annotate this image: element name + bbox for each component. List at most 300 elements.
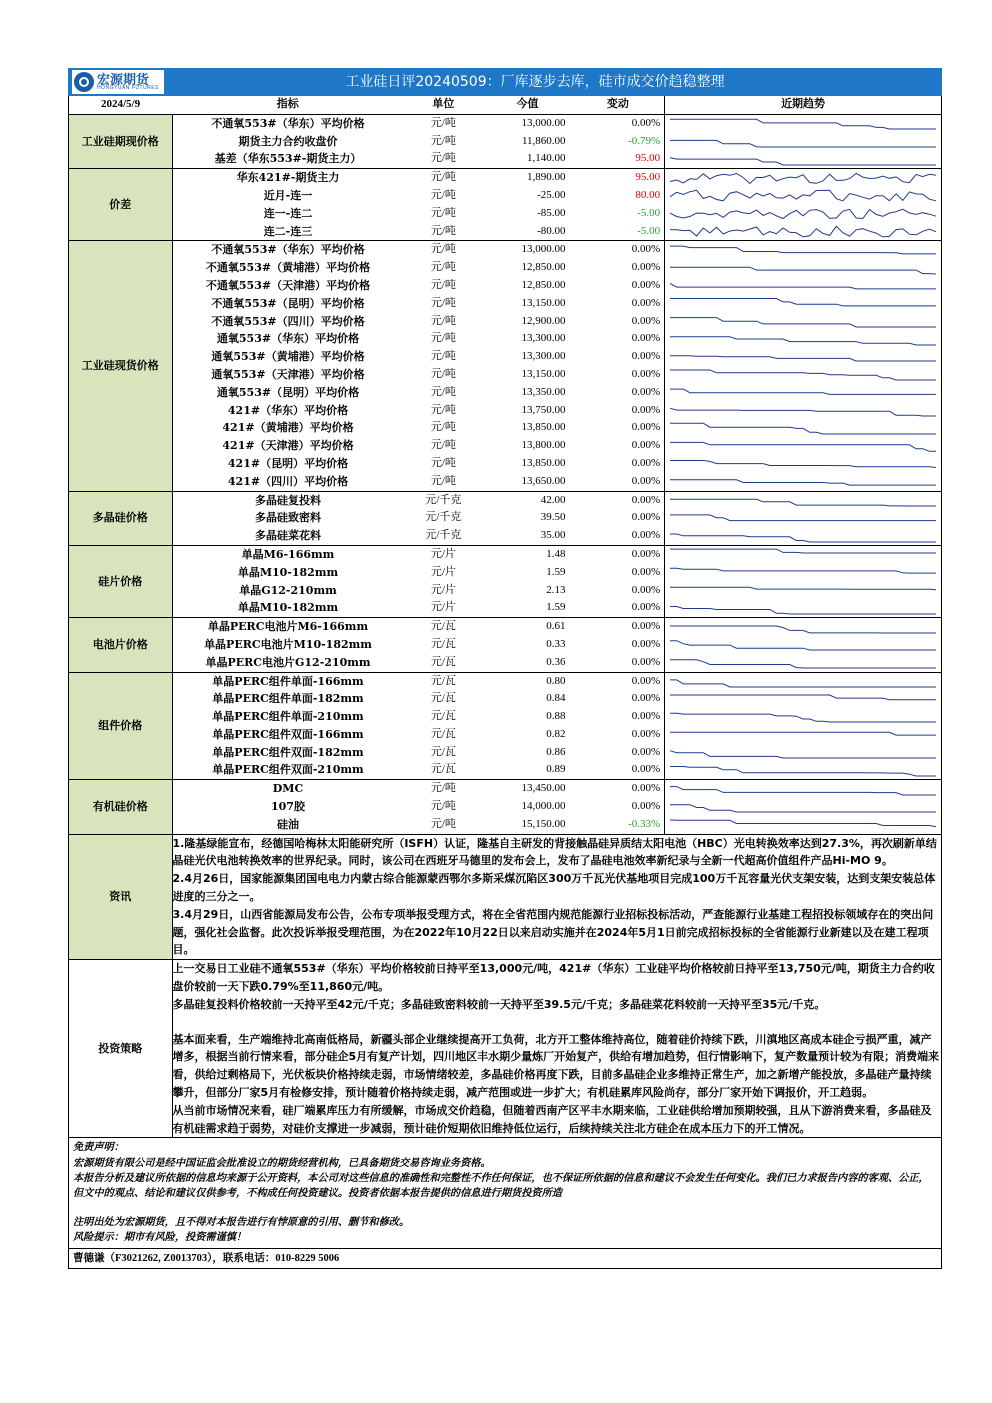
sparkline-line [670,226,936,237]
disclaimer-line: 注明出处为宏源期货，且不得对本报告进行有悖原意的引用、删节和修改。 [73,1216,410,1229]
sparkline-svg [665,726,941,743]
indicator-change: 0.00% [631,243,661,256]
trend-sparkline [665,816,941,834]
disclaimer [69,1138,941,1248]
indicator-unit: 元/吨 [403,223,483,241]
indicator-name: 不通氧553#（黄埔港）平均价格 [205,261,371,275]
table-row [69,509,941,527]
trend-sparkline [665,564,941,582]
sparkline-svg [665,170,941,187]
news-item: 3.4月29日，山西省能源局发布公告，公布专项举报受理方式，将在全省范围内规范能源行业招标投标活动，严查能源行业基建工程招投标领域存在的突出问题，强化社会监督。此次投诉举报受理范围，为在2022年10月22日以来启动实施并在2024年5月1日前完成招标投标的全省能源行业新建以及在建工程项目。 [172,907,934,957]
sparkline-svg [665,781,941,798]
table-row [69,761,941,779]
table-row [69,313,941,331]
trend-sparkline [665,527,941,545]
sparkline-line [670,389,936,394]
table-row [69,816,941,834]
indicator-change: 0.00% [572,473,665,491]
indicator-unit: 元/吨 [430,439,456,452]
indicator-value: 14,000.00 [521,800,566,813]
indicator-unit: 元/千克 [425,511,462,524]
indicator-name: 421#（黄埔港）平均价格 [222,421,354,435]
sparkline-svg [665,600,941,617]
table-row [69,491,941,509]
strategy-content [172,960,941,1138]
sparkline-line [670,805,936,812]
trend-sparkline [665,744,941,762]
indicator-table [69,96,941,835]
indicator-name: 通氧553#（昆明）平均价格 [216,385,360,399]
analyst-contact: 曹德谦（F3021262, Z0013703），联系电话：010-8229 5006 [73,1252,340,1264]
indicator-value: 0.33 [546,637,566,650]
indicator-value: 13,300.00 [521,350,566,363]
trend-sparkline [665,169,941,187]
indicator-name: 单晶PERC组件单面-166mm [212,674,364,688]
indicator-unit: 元/吨 [430,314,456,327]
indicator-name: 107胶 [271,800,305,814]
sparkline-svg [665,798,941,815]
sparkline-svg [665,313,941,330]
trend-sparkline [665,366,941,384]
indicator-value: 0.89 [483,761,571,779]
sparkline-svg [665,654,941,671]
indicator-value: 42.00 [540,493,566,506]
sparkline-line [670,606,936,614]
indicator-name: 单晶PERC组件单面-182mm [212,692,364,706]
indicator-change: 0.00% [631,674,661,687]
trend-sparkline [665,384,941,402]
trend-sparkline [665,491,941,509]
indicator-change: 0.00% [572,761,665,779]
indicator-name: 期货主力合约收盘价 [238,134,338,148]
sparkline-svg [665,331,941,348]
trend-sparkline [665,509,941,527]
indicator-change: 0.00% [631,511,661,524]
indicator-unit: 元/吨 [430,243,456,256]
group-label: 有机硅价格 [69,780,172,834]
indicator-change: -0.33% [572,816,665,834]
sparkline-svg [665,402,941,419]
sparkline-svg [665,384,941,401]
news-section [69,835,941,961]
sparkline-svg [665,277,941,294]
indicator-name: 421#（天津港）平均价格 [222,439,354,453]
indicator-name: 通氧553#（华东）平均价格 [216,332,360,346]
trend-sparkline [665,599,941,617]
group-label: 工业硅期现价格 [69,114,172,168]
indicator-value: 0.80 [546,674,566,687]
indicator-unit: 元/吨 [430,171,456,184]
table-row [69,636,941,654]
trend-sparkline [665,672,941,690]
sparkline-line [670,568,936,573]
indicator-unit: 元/吨 [430,350,456,363]
indicator-change: 0.00% [631,547,661,560]
indicator-unit: 元/瓦 [403,761,483,779]
sparkline-line [670,515,936,521]
table-row [69,545,941,563]
sparkline-line [670,442,936,451]
indicator-unit: 元/吨 [430,385,456,398]
indicator-unit: 元/吨 [430,261,456,274]
indicator-unit: 元/瓦 [430,745,456,758]
trend-sparkline [665,690,941,708]
indicator-name: 多晶硅菜花料 [172,527,403,545]
table-row [69,437,941,455]
table-row [69,402,941,420]
table-row [69,780,941,798]
indicator-change: 0.00% [631,385,661,398]
indicator-unit: 元/吨 [403,150,483,168]
indicator-change: 95.00 [635,171,661,184]
indicator-value: 35.00 [483,527,571,545]
table-row [69,654,941,672]
indicator-unit: 元/吨 [430,278,456,291]
sparkline-line [670,370,936,380]
sparkline-svg [665,582,941,599]
trend-sparkline [665,618,941,636]
trend-sparkline [665,419,941,437]
sparkline-line [670,641,936,650]
table-row [69,690,941,708]
sparkline-svg [665,223,941,240]
indicator-unit: 元/瓦 [430,727,456,740]
indicator-value: 11,860.00 [521,134,566,147]
sparkline-line [670,173,936,183]
sparkline-svg [665,691,941,708]
sparkline-svg [665,242,941,259]
indicator-unit: 元/吨 [430,134,456,147]
indicator-value: -80.00 [483,223,571,241]
logo-en-text: HONGYUAN FUTURES [97,85,159,91]
indicator-unit: 元/吨 [430,421,456,434]
indicator-name: 近月-连一 [263,188,313,202]
indicator-unit: 元/瓦 [430,710,456,723]
indicator-value: 0.86 [546,745,566,758]
trend-sparkline [665,187,941,205]
group-label: 价差 [69,169,172,241]
sparkline-svg [665,349,941,366]
sparkline-line [670,480,936,485]
indicator-unit: 元/片 [430,583,456,596]
strategy-paragraph: 上一交易日工业硅不通氧553#（华东）平均价格较前日持平至13,000元/吨，421#（华东）工业硅平均价格较前日持平至13,750元/吨，期货主力合约收盘价较前一天下跌0.79%至11,860元/吨。 [172,962,935,994]
table-row [69,187,941,205]
indicator-change: 0.00% [631,565,661,578]
indicator-name: 多晶硅致密料 [254,511,321,525]
table-row [69,726,941,744]
indicator-value: 13,850.00 [521,421,566,434]
indicator-name: 单晶M6-166mm [241,547,335,561]
indicator-unit: 元/瓦 [430,674,456,687]
indicator-change: 0.00% [631,403,661,416]
sparkline-line [670,284,936,290]
trend-sparkline [665,582,941,600]
sparkline-svg [665,260,941,277]
sparkline-line [670,695,936,700]
indicator-name: 单晶PERC组件单面-210mm [212,710,364,724]
sparkline-svg [665,619,941,636]
trend-sparkline [665,348,941,366]
sparkline-line [670,499,936,506]
table-row [69,384,941,402]
indicator-change: -0.79% [628,134,661,147]
indicator-change: 0.00% [631,620,661,633]
sparkline-svg [665,708,941,725]
trend-sparkline [665,437,941,455]
logo-cn-text: 宏源期货 [97,72,150,87]
indicator-change: 0.00% [631,493,661,506]
indicator-unit: 元/吨 [430,332,456,345]
trend-sparkline [665,780,941,798]
risk-warning: 风险提示：期市有风险，投资需谨慎！ [73,1231,247,1244]
sparkline-line [670,423,936,434]
disclaimer-heading: 免责声明： [73,1141,124,1154]
col-indicator: 指标 [172,96,403,114]
trend-sparkline [665,277,941,295]
table-row [69,419,941,437]
indicator-change: 0.00% [631,350,661,363]
indicator-value: 1,890.00 [527,171,566,184]
indicator-unit: 元/千克 [403,527,483,545]
indicator-change: 0.00% [572,654,665,672]
indicator-name: 不通氧553#（昆明）平均价格 [211,296,365,310]
group-label: 硅片价格 [69,545,172,617]
table-row [69,798,941,816]
indicator-unit: 元/吨 [430,403,456,416]
table-row [69,455,941,473]
table-row [69,133,941,151]
indicator-change: 0.00% [631,727,661,740]
indicator-name: 不通氧553#（四川）平均价格 [211,314,365,328]
trend-sparkline [665,313,941,331]
indicator-value: 13,150.00 [521,367,566,380]
indicator-name: 不通氧553#（华东）平均价格 [211,243,365,257]
indicator-value: 13,750.00 [521,403,566,416]
sparkline-line [670,660,936,668]
sparkline-line [670,751,936,758]
indicator-name: 单晶G12-210mm [239,583,337,597]
indicator-name: 不通氧553#（天津港）平均价格 [205,278,371,292]
trend-sparkline [665,295,941,313]
indicator-value: -25.00 [537,188,566,201]
disclaimer-line: 本报告分析及建议所依据的信息均来源于公开资料，本公司对这些信息的准确性和完整性不作任何保证，也不保证所依据的信息和建议不会发生任何变化。我们已力求报告内容的客观、公正，但文中的观点、结论和建议仅供参考，不构成任何投资建议。投资者依据本报告提供的信息进行期货投资所造 [73,1171,929,1200]
trend-sparkline [665,708,941,726]
trend-sparkline [665,473,941,491]
group-label: 组件价格 [69,672,172,780]
indicator-value: 12,850.00 [521,261,566,274]
indicator-unit: 元/片 [430,547,456,560]
sparkline-svg [665,420,941,437]
trend-sparkline [665,259,941,277]
indicator-value: 15,150.00 [483,816,571,834]
indicator-change: 0.00% [572,527,665,545]
trend-sparkline [665,330,941,348]
strategy-section [69,960,941,1138]
indicator-value: 13,850.00 [521,456,566,469]
strategy-label: 投资策略 [69,960,172,1138]
indicator-value: 0.36 [483,654,571,672]
trend-sparkline [665,726,941,744]
sparkline-svg [665,546,941,563]
trend-sparkline [665,798,941,816]
report-body [68,96,942,1269]
indicator-unit: 元/吨 [430,782,456,795]
sparkline-svg [665,205,941,222]
sparkline-line [670,786,936,794]
indicator-change: 0.00% [572,599,665,617]
sparkline-svg [665,473,941,490]
indicator-name: 通氧553#（黄埔港）平均价格 [211,350,365,364]
indicator-value: 0.88 [546,710,566,723]
report-page [68,68,942,1269]
indicator-change: 0.00% [631,710,661,723]
indicator-name: 多晶硅复投料 [254,493,321,507]
sparkline-line [670,267,936,274]
indicator-change: 0.00% [631,692,661,705]
indicator-value: 13,150.00 [521,296,566,309]
sparkline-line [670,587,936,590]
indicator-unit: 元/吨 [430,188,456,201]
table-row [69,114,941,132]
indicator-change: 0.00% [631,261,661,274]
indicator-name: 单晶M10-182mm [237,565,339,579]
indicator-name: 连二-连三 [172,223,403,241]
indicator-value: 13,000.00 [521,243,566,256]
table-row [69,277,941,295]
indicator-name: 421#（昆明）平均价格 [227,456,349,470]
indicator-change: 0.00% [631,800,661,813]
indicator-change: 0.00% [631,367,661,380]
group-label: 工业硅现货价格 [69,241,172,491]
report-banner [68,68,942,96]
disclaimer-line: 宏源期货有限公司是经中国证监会批准设立的期货经营机构，已具备期货交易咨询业务资格。 [73,1156,491,1169]
group-label: 电池片价格 [69,618,172,672]
table-row [69,169,941,187]
sparkline-line [670,140,936,147]
indicator-unit: 元/吨 [430,456,456,469]
indicator-name: 421#（四川）平均价格 [172,473,403,491]
table-row [69,348,941,366]
sparkline-line [670,549,936,553]
indicator-unit: 元/瓦 [403,654,483,672]
sparkline-line [670,733,936,736]
sparkline-svg [665,133,941,150]
col-trend: 近期趋势 [665,96,941,114]
sparkline-svg [665,528,941,545]
indicator-unit: 元/吨 [430,296,456,309]
news-item: 2.4月26日，国家能源集团国电电力内蒙古综合能源蒙西鄂尔多斯采煤沉陷区300万千瓦光伏基地项目完成100万千瓦容量光伏支架安装，达到支架安装总体进度的三分之一。 [172,872,936,904]
table-row [69,205,941,223]
indicator-name: 单晶PERC电池片M10-182mm [204,637,372,651]
news-item: 1.隆基绿能宣布，经德国哈梅林太阳能研究所（ISFH）认证，隆基自主研发的背接触晶硅异质结太阳电池（HBC）光电转换效率达到27.3%，再次刷新单结晶硅光伏电池转换效率的世界纪录。同时，该公司在西班牙马德里的发布会上，发布了晶硅电池效率新纪录与全新一代超高价值组件产品Hi-MO 9。 [172,836,937,868]
report-title: 工业硅日评20240509：厂库逐步去库，硅市成交价趋稳整理 [345,74,725,90]
indicator-value: 0.61 [546,620,566,633]
sparkline-line [670,461,936,468]
indicator-value: 1.48 [546,547,566,560]
trend-sparkline [665,114,941,132]
sparkline-line [670,209,936,218]
indicator-unit: 元/吨 [430,206,456,219]
indicator-unit: 元/吨 [430,116,456,129]
indicator-change: -5.00 [572,223,665,241]
table-row [69,330,941,348]
indicator-name: 单晶M10-182mm [172,599,403,617]
indicator-value: 13,800.00 [521,439,566,452]
indicator-unit: 元/瓦 [430,637,456,650]
indicator-change: 0.00% [631,745,661,758]
indicator-change: 95.00 [572,150,665,168]
trend-sparkline [665,455,941,473]
sparkline-line [670,318,936,327]
indicator-value: 13,450.00 [521,782,566,795]
strategy-paragraph: 多晶硅复投料价格较前一天持平至42元/千克；多晶硅致密料较前一天持平至39.5元/千克；多晶硅菜花料较前一天持平至35元/千克。 [172,997,826,1011]
trend-sparkline [665,545,941,563]
indicator-unit: 元/片 [430,565,456,578]
indicator-change: 80.00 [635,188,661,201]
sparkline-line [670,246,936,254]
indicator-value: 13,300.00 [521,332,566,345]
table-row [69,366,941,384]
sparkline-line [670,626,936,633]
table-row [69,295,941,313]
sparkline-svg [665,762,941,779]
table-row [69,241,941,259]
indicator-name: 单晶PERC电池片M6-166mm [207,620,369,634]
indicator-change: 0.00% [631,782,661,795]
table-row [69,527,941,545]
indicator-value: 13,000.00 [521,116,566,129]
indicator-change: 0.00% [631,332,661,345]
sparkline-line [670,299,936,306]
indicator-change: 0.00% [631,439,661,452]
indicator-change: 0.00% [631,314,661,327]
col-change: 变动 [572,96,665,114]
sparkline-svg [665,816,941,833]
sparkline-line [670,766,936,776]
sparkline-line [670,680,936,687]
sparkline-svg [665,492,941,509]
indicator-change: 0.00% [631,296,661,309]
table-row [69,564,941,582]
indicator-name: 华东421#-期货主力 [236,171,340,185]
sparkline-svg [665,744,941,761]
indicator-name: DMC [272,782,304,796]
sparkline-line [670,191,936,202]
indicator-value: 1.59 [483,599,571,617]
sparkline-line [670,408,936,416]
indicator-unit: 元/瓦 [430,620,456,633]
sparkline-line [670,157,936,164]
indicator-name: 单晶PERC组件双面-182mm [212,745,364,759]
sparkline-line [670,119,936,129]
table-row [69,744,941,762]
indicator-name: 单晶PERC组件双面-210mm [172,761,403,779]
sparkline-line [670,820,936,827]
trend-sparkline [665,205,941,223]
indicator-name: 硅油 [172,816,403,834]
indicator-unit: 元/瓦 [430,692,456,705]
table-row [69,150,941,168]
sparkline-svg [665,187,941,204]
indicator-value: 0.84 [546,692,566,705]
indicator-name: 基差（华东553#-期货主力） [172,150,403,168]
table-row [69,259,941,277]
indicator-name: 通氧553#（天津港）平均价格 [211,367,365,381]
sparkline-svg [665,636,941,653]
trend-sparkline [665,241,941,259]
news-content [172,835,941,960]
news-label: 资讯 [69,835,172,960]
